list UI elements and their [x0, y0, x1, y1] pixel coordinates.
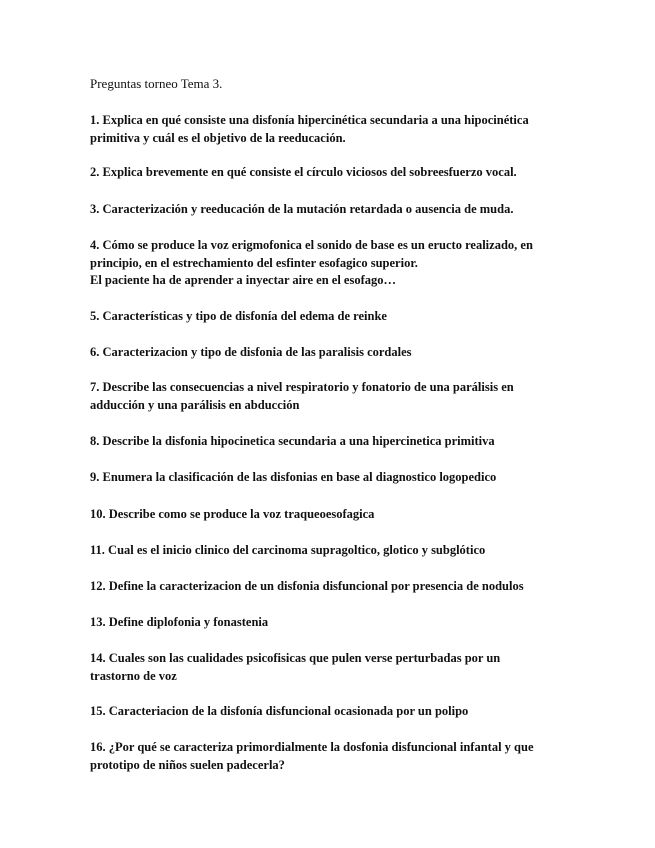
question-8 [90, 433, 570, 451]
question-line: 9. Enumera la clasificación de las disfonias en base al diagnostico logopedico [90, 470, 497, 484]
question-line: 1. Explica en qué consiste una disfonía hipercinética secundaria a una hipocinética [90, 113, 529, 127]
question-4 [90, 237, 570, 290]
question-3 [90, 201, 570, 219]
question-line: 4. Cómo se produce la voz erigmofonica el sonido de base es un eructo realizado, en [90, 238, 533, 252]
question-line: 13. Define diplofonia y fonastenia [90, 615, 269, 629]
question-line: principio, en el estrechamiento del esfinter esofagico superior. [90, 255, 418, 270]
question-line: adducción y una parálisis en abducción [90, 397, 300, 412]
question-9 [90, 469, 570, 487]
question-line: 8. Describe la disfonia hipocinetica secundaria a una hipercinetica primitiva [90, 434, 495, 448]
question-2 [90, 164, 570, 182]
question-line: El paciente ha de aprender a inyectar aire en el esofago… [90, 273, 396, 287]
document-title: Preguntas torneo Tema 3. [90, 76, 223, 91]
question-line: 10. Describe como se produce la voz traqueoesofagica [90, 507, 375, 521]
question-5 [90, 308, 570, 326]
question-line: 16. ¿Por qué se caracteriza primordialmente la dosfonia disfuncional infantal y que [90, 740, 534, 754]
question-line: 5. Características y tipo de disfonía del edema de reinke [90, 309, 387, 323]
question-7 [90, 379, 570, 414]
question-line: primitiva y cuál es el objetivo de la reeducación. [90, 130, 346, 145]
question-14 [90, 650, 570, 685]
question-12 [90, 578, 570, 596]
question-6 [90, 344, 570, 362]
question-line: 6. Caracterizacion y tipo de disfonia de las paralisis cordales [90, 345, 412, 359]
question-11 [90, 542, 570, 560]
question-10 [90, 506, 570, 524]
question-line: trastorno de voz [90, 668, 177, 683]
question-line: prototipo de niños suelen padecerla? [90, 757, 285, 772]
question-13 [90, 614, 570, 632]
question-16 [90, 739, 570, 774]
question-line: 14. Cuales son las cualidades psicofisicas que pulen verse perturbadas por un [90, 651, 501, 665]
question-line: 7. Describe las consecuencias a nivel respiratorio y fonatorio de una parálisis en [90, 380, 514, 394]
question-line: 12. Define la caracterizacion de un disfonia disfuncional por presencia de nodulos [90, 579, 524, 593]
question-1 [90, 112, 570, 147]
question-line: 2. Explica brevemente en qué consiste el círculo viciosos del sobreesfuerzo vocal. [90, 165, 517, 179]
question-15 [90, 703, 570, 721]
question-line: 3. Caracterización y reeducación de la mutación retardada o ausencia de muda. [90, 202, 514, 216]
question-line: 11. Cual es el inicio clinico del carcinoma supragoltico, glotico y subglótico [90, 543, 486, 557]
question-line: 15. Caracteriacion de la disfonía disfuncional ocasionada por un polipo [90, 704, 469, 718]
